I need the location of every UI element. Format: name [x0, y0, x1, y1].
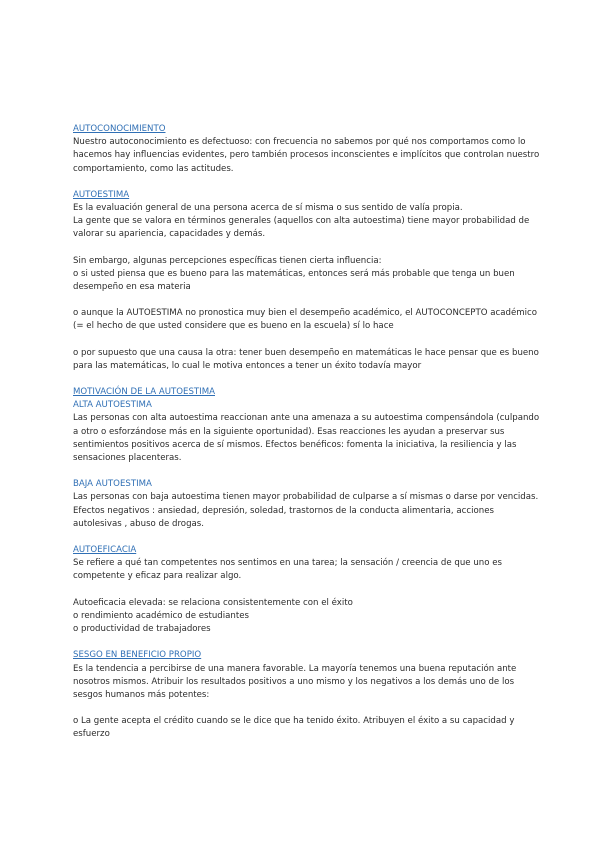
paragraph: Es la tendencia a percibirse de una manera favorable. La mayoría tenemos una buena reputación ante nosotros mismos. Atribuir los resultados positivos a uno mismo y los negativos a los demás uno de los sesgos humanos más potentes:: [73, 663, 517, 700]
paragraph: Autoeficacia elevada: se relaciona consistentemente con el éxito: [73, 597, 353, 608]
heading-autoestima: AUTOESTIMA: [73, 189, 130, 200]
paragraph: Las personas con baja autoestima tienen mayor probabilidad de culparse a sí mismas o darse por vencidas.: [73, 492, 539, 503]
heading-autoeficacia: AUTOEFICACIA: [73, 545, 137, 556]
paragraph: Se refiere a qué tan competentes nos sentimos en una tarea; la sensación / creencia de que uno es competente y eficaz para realizar algo.: [73, 558, 502, 582]
list-item: o por supuesto que una causa la otra: tener buen desempeño en matemáticas le hace pensar que es bueno para las matemáticas, lo cual le motiva entonces a tener un éxito todavía mayor: [73, 347, 539, 371]
list-item: o si usted piensa que es bueno para las matemáticas, entonces será más probable que tenga un buen desempeño en esa materia: [73, 268, 515, 293]
list-item: o La gente acepta el crédito cuando se le dice que ha tenido éxito. Atribuyen el éxito a su capacidad y esfuerzo: [73, 716, 515, 740]
paragraph: Las personas con alta autoestima reaccionan ante una amenaza a su autoestima compensándola (culpando a otro o esforzándose más en la siguiente oportunidad). Esas reacciones les ayudan a preservar sus sentimientos positivos acerca de sí mismos. Efectos benéficos: fomenta la iniciativa, la resiliencia y las sensaciones placenteras.: [73, 413, 540, 464]
paragraph: Sin embargo, algunas percepciones específicas tienen cierta influencia:: [73, 255, 382, 266]
paragraph: Nuestro autoconocimiento es defectuoso: con frecuencia no sabemos por qué nos comportamos como lo hacemos hay influencias evidentes, pero también procesos inconscientes e implícitos que controlan nuestro comportamiento, como las actitudes.: [73, 137, 540, 174]
heading-sesgo: SESGO EN BENEFICIO PROPIO: [73, 650, 202, 661]
paragraph: Efectos negativos : ansiedad, depresión, soledad, trastornos de la conducta alimentaria, acciones autolesivas , abuso de drogas.: [73, 505, 494, 529]
list-item: o rendimiento académico de estudiantes: [73, 610, 249, 621]
list-item: o productividad de trabajadores: [73, 624, 211, 635]
list-item: o aunque la AUTOESTIMA no pronostica muy bien el desempeño académico, el AUTOCONCEPTO académico (= el hecho de que usted considere que es bueno en la escuela) sí lo hace: [73, 308, 537, 332]
subheading-alta-autoestima: ALTA AUTOESTIMA: [73, 400, 152, 411]
paragraph: La gente que se valora en términos generales (aquellos con alta autoestima) tiene mayor probabilidad de valorar su apariencia, capacidades y demás.: [73, 216, 530, 240]
paragraph: Es la evaluación general de una persona acerca de sí misma o sus sentido de valía propia.: [73, 203, 463, 214]
heading-motivacion: MOTIVACIÓN DE LA AUTOESTIMA: [73, 387, 215, 398]
subheading-baja-autoestima: BAJA AUTOESTIMA: [73, 479, 152, 490]
heading-autoconocimiento: AUTOCONOCIMIENTO: [73, 124, 166, 134]
